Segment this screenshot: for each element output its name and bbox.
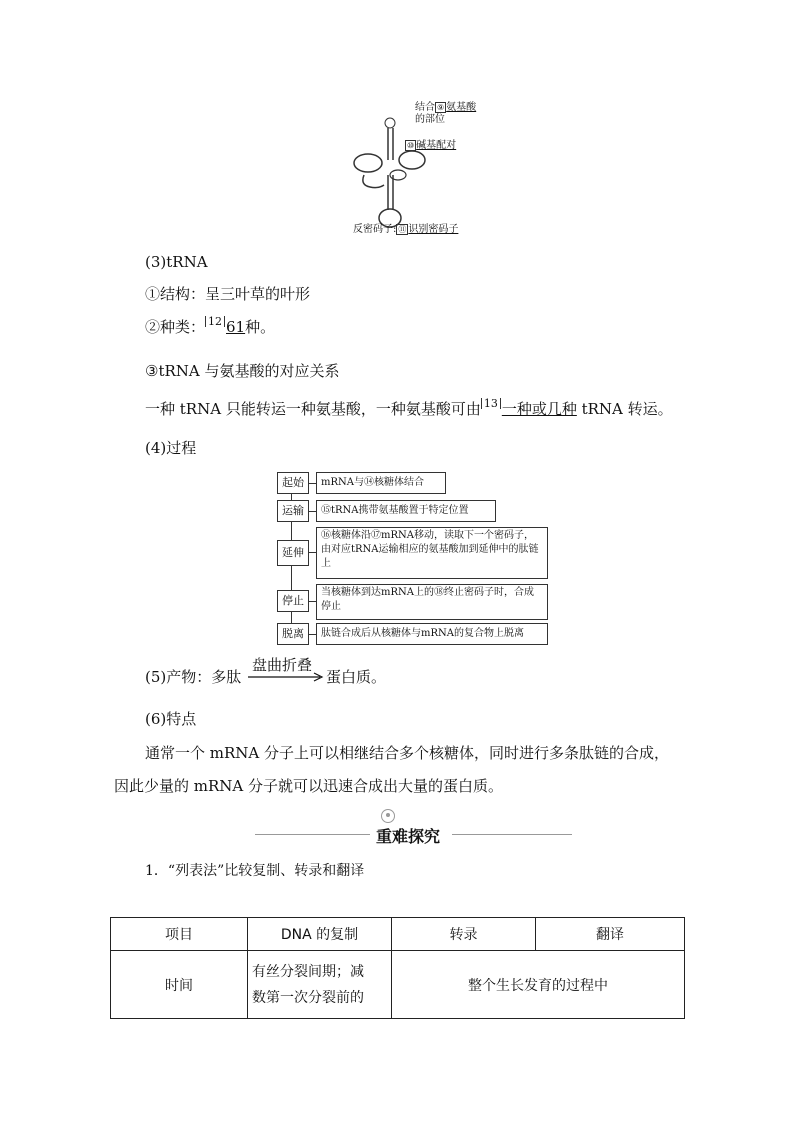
flow-connector bbox=[308, 483, 316, 484]
table-cell-dna-time-line2: 数第一次分裂前的 bbox=[252, 989, 364, 1006]
table-header-row bbox=[111, 918, 685, 951]
table-header-transcription: 转录 bbox=[392, 918, 536, 951]
flow-step-termination: 停止 bbox=[277, 590, 309, 612]
flow-desc-termination: 当核糖体到达mRNA上的⑱终止密码子时，合成停止 bbox=[316, 584, 548, 620]
flow-step-release: 脱离 bbox=[277, 623, 309, 645]
table-header-item: 项目 bbox=[111, 918, 248, 951]
sec3-types-suffix: 种。 bbox=[245, 318, 276, 336]
diagram-label-amino-acid: 氨基酸 bbox=[446, 102, 477, 113]
diagram-num-10: ⑩ bbox=[407, 141, 415, 150]
right-arrow-icon bbox=[246, 666, 326, 688]
flow-desc-release: 肽链合成后从核糖体与mRNA的复合物上脱离 bbox=[316, 623, 548, 645]
flow-step-initiation: 起始 bbox=[277, 472, 309, 494]
sec5-suffix: 蛋白质。 bbox=[326, 668, 387, 686]
table-row-label-time: 时间 bbox=[111, 951, 248, 1019]
sec3-types-prefix: ②种类： bbox=[145, 318, 206, 336]
sec4-heading: (4)过程 bbox=[145, 439, 197, 457]
sec5-prefix: (5)产物：多肽 bbox=[145, 668, 242, 686]
table-cell-dna-time-line1: 有丝分裂间期；减 bbox=[252, 963, 364, 980]
sec3-heading: (3)tRNA bbox=[145, 253, 208, 271]
relation-sentence-prefix: 一种 tRNA 只能转运一种氨基酸，一种氨基酸可由 bbox=[145, 400, 481, 418]
sec6-heading: (6)特点 bbox=[145, 710, 197, 728]
flow-desc-transport: ⑮tRNA携带氨基酸置于特定位置 bbox=[316, 500, 496, 522]
diagram-label-top-1: 结合 bbox=[415, 102, 435, 113]
item1-title: 1．“列表法”比较复制、转录和翻译 bbox=[145, 863, 365, 879]
sec6-line-1: 通常一个 mRNA 分子上可以相继结合多个核糖体，同时进行多条肽链的合成， bbox=[145, 744, 670, 762]
flow-desc-elongation: ⑯核糖体沿⑰mRNA移动，读取下一个密码子，由对应tRNA运输相应的氨基酸加到延伸中的肽链上 bbox=[316, 527, 548, 579]
flow-connector bbox=[308, 601, 316, 602]
divider-right bbox=[452, 834, 572, 835]
diagram-label-top-3: 的部位 bbox=[415, 114, 445, 125]
fold-arrow bbox=[246, 656, 326, 688]
flow-step-elongation: 延伸 bbox=[277, 540, 309, 566]
diagram-num-11: ⑪ bbox=[398, 225, 407, 234]
flow-desc-initiation: mRNA与⑭核糖体结合 bbox=[316, 472, 446, 494]
sec3-item-structure: ①结构：呈三叶草的叶形 bbox=[145, 285, 311, 303]
relation-sentence-answer: 一种或几种 bbox=[501, 400, 577, 418]
diagram-num-9: ⑨ bbox=[437, 103, 445, 112]
sec3-types-answer: 61 bbox=[226, 318, 246, 336]
table-cell-dna-time bbox=[248, 951, 392, 1019]
sec6-line-2: 因此少量的 mRNA 分子就可以迅速合成出大量的蛋白质。 bbox=[114, 777, 504, 795]
comparison-table bbox=[110, 917, 685, 1019]
fold-arrow-label: 盘曲折叠 bbox=[252, 656, 313, 674]
sec3-item-types bbox=[145, 316, 275, 338]
sec3-relation-sentence bbox=[145, 398, 673, 420]
trna-cloverleaf-figure bbox=[350, 115, 430, 230]
divider-left bbox=[255, 834, 370, 835]
section-title: 重难探究 bbox=[376, 827, 441, 846]
diagram-label-anticodon: 反密码子: bbox=[353, 224, 397, 235]
answer-number-13: 13 bbox=[481, 398, 501, 409]
flow-connector bbox=[308, 634, 316, 635]
table-cell-merged-time: 整个生长发育的过程中 bbox=[392, 951, 685, 1019]
answer-number-12: 12 bbox=[205, 316, 225, 327]
trna-diagram bbox=[345, 100, 485, 235]
flow-connector bbox=[308, 552, 316, 553]
sec5-product bbox=[145, 656, 387, 688]
table-header-translation: 翻译 bbox=[536, 918, 685, 951]
diagram-label-recognize-codon: 识别密码子 bbox=[408, 224, 459, 235]
sec3-item-relation: ③tRNA 与氨基酸的对应关系 bbox=[145, 362, 340, 380]
diagram-label-base-pairing: 碱基配对 bbox=[416, 140, 457, 151]
flow-step-transport: 运输 bbox=[277, 500, 309, 522]
relation-sentence-suffix: tRNA 转运。 bbox=[576, 400, 673, 418]
table-header-dna-replication: DNA 的复制 bbox=[248, 918, 392, 951]
flow-connector bbox=[308, 511, 316, 512]
table-row bbox=[111, 951, 685, 1019]
